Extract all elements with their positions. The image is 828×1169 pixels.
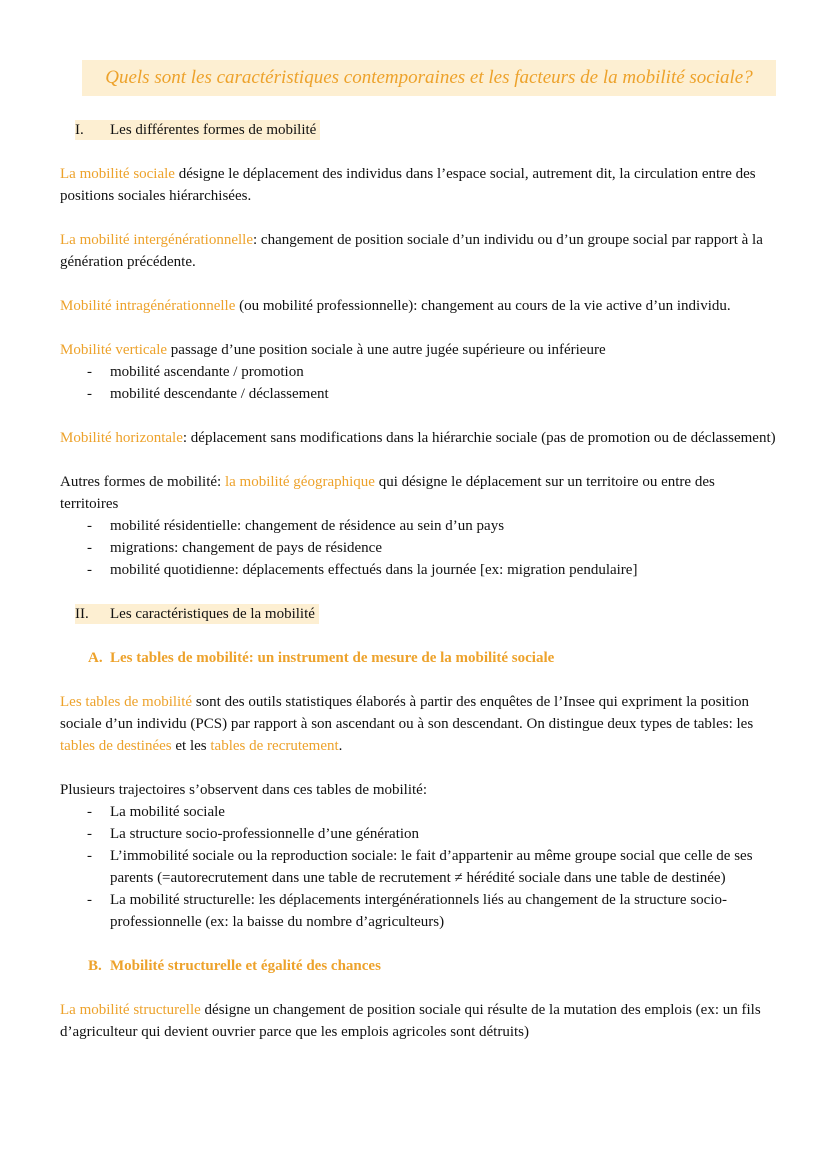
paragraph — [60, 471, 776, 515]
paragraph — [60, 999, 776, 1043]
text-segment: (ou mobilité professionnelle): changement au cours de la vie active d’un individu. — [235, 298, 731, 314]
key-term: Mobilité verticale — [60, 342, 168, 358]
section-title: Les caractéristiques de la mobilité — [110, 606, 315, 622]
key-term: La mobilité sociale — [60, 166, 175, 182]
bullet-item: - L’immobilité sociale ou la reproduction sociale: le fait d’appartenir au même groupe social que celle de ses parents (=autorecrutement dans une table de recrutement ≠ hérédité sociale dans une table de destinée) — [60, 845, 776, 889]
bullet-item: - La mobilité structurelle: les déplacements intergénérationnels liés au changement de la structure socio-professionnelle (ex: la baisse du nombre d’agriculteurs) — [60, 889, 776, 933]
paragraph — [60, 427, 776, 449]
subsection-heading — [88, 955, 776, 977]
text-segment: : déplacement sans modifications dans la hiérarchie sociale (pas de promotion ou de déclassement) — [182, 430, 776, 446]
paragraph — [60, 229, 776, 273]
key-term: la mobilité géographique — [224, 474, 375, 490]
paragraph — [60, 779, 776, 801]
section-heading-highlight — [75, 604, 319, 624]
text-segment: Plusieurs trajectoires s’observent dans ces tables de mobilité: — [60, 782, 427, 798]
title-highlight — [82, 60, 776, 96]
bullet-item: - mobilité résidentielle: changement de résidence au sein d’un pays — [60, 515, 776, 537]
paragraph — [60, 295, 776, 317]
section-number: I. — [75, 122, 84, 138]
bullet-list — [60, 515, 776, 581]
key-term: tables de recrutement — [210, 738, 339, 754]
section-heading-highlight — [75, 120, 320, 140]
paragraph — [60, 691, 776, 757]
subsection-title: Les tables de mobilité: un instrument de mesure de la mobilité sociale — [110, 650, 555, 666]
key-term: La mobilité structurelle — [60, 1002, 201, 1018]
bullet-list — [60, 801, 776, 933]
paragraph — [60, 163, 776, 207]
section-number: II. — [75, 606, 89, 622]
bullet-list — [60, 361, 776, 405]
section-title: Les différentes formes de mobilité — [110, 122, 317, 138]
bullet-item: - La mobilité sociale — [60, 801, 776, 823]
text-segment: passage d’une position sociale à une autre jugée supérieure ou inférieure — [167, 342, 606, 358]
key-term: La mobilité intergénérationnelle — [60, 232, 253, 248]
section-heading — [75, 603, 776, 625]
bullet-item: - mobilité quotidienne: déplacements effectués dans la journée [ex: migration pendulaire] — [60, 559, 776, 581]
text-segment: et les — [171, 738, 211, 754]
text-segment: Autres formes de mobilité: — [60, 474, 225, 490]
text-segment: . — [338, 738, 343, 754]
key-term: tables de destinées — [60, 738, 172, 754]
subsection-letter: A. — [88, 650, 103, 666]
text-segment: : changement de position sociale d’un individu ou d’un groupe social par rapport à la génération précédente. — [60, 232, 763, 270]
bullet-item: - migrations: changement de pays de résidence — [60, 537, 776, 559]
subsection-title: Mobilité structurelle et égalité des chances — [110, 958, 381, 974]
text-segment: désigne un changement de position sociale qui résulte de la mutation des emplois (ex: un fils d’agriculteur qui devient ouvrier parce que les emplois agricoles sont détruits) — [60, 1002, 761, 1040]
key-term: Les tables de mobilité — [60, 694, 193, 710]
bullet-item: - mobilité descendante / déclassement — [60, 383, 776, 405]
bullet-item: - mobilité ascendante / promotion — [60, 361, 776, 383]
page-title: Quels sont les caractéristiques contemporaines et les facteurs de la mobilité sociale? — [105, 67, 753, 88]
paragraph — [60, 339, 776, 361]
subsection-letter: B. — [88, 958, 102, 974]
section-heading — [75, 119, 776, 141]
key-term: Mobilité intragénérationnelle — [60, 298, 236, 314]
document-body — [60, 119, 776, 1065]
bullet-item: - La structure socio-professionnelle d’une génération — [60, 823, 776, 845]
text-segment: sont des outils statistiques élaborés à partir des enquêtes de l’Insee qui expriment la position sociale d’un individu (PCS) par rapport à son ascendant ou à son descendant. On distingue deux types de tables: les — [60, 694, 754, 732]
subsection-heading — [88, 647, 776, 669]
key-term: Mobilité horizontale — [60, 430, 183, 446]
text-segment: désigne le déplacement des individus dans l’espace social, autrement dit, la circulation entre des positions sociales hiérarchisées. — [60, 166, 756, 204]
text-segment: qui désigne le déplacement sur un territoire ou entre des territoires — [60, 474, 715, 512]
